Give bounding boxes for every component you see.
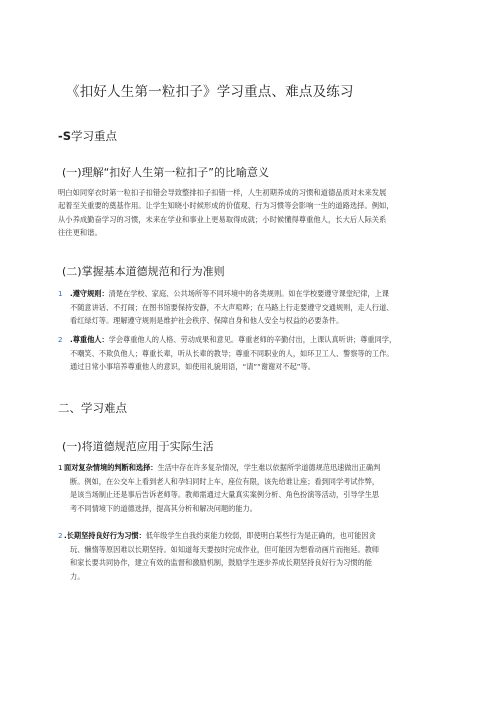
paragraph-line: 起着至关重要的奠基作用。让学生知晓小时候形成的价值观、行为习惯等会影响一生的道路选择。例如， bbox=[58, 201, 394, 211]
list-item-lead: 面对复杂情境的判断和选择： bbox=[64, 463, 158, 472]
list-item-line: 不嘲笑、不欺负他人；尊重长辈，听从长辈的教导；尊重不同职业的人，如环卫工人、警察等的工作。 bbox=[70, 348, 394, 358]
section-prefix: -S bbox=[58, 129, 72, 143]
list-item-lead: .长期坚持良好行为习惯： bbox=[64, 531, 146, 540]
list-item-line: 低年级学生自我约束能力较弱，即使明白某些行为是正确的，也可能因贪 bbox=[145, 531, 376, 540]
list-item-follow-rules bbox=[58, 287, 458, 328]
list-item-line: 是该当场制止还是事后告诉老师等。教师需通过大量真实案例分析、角色扮演等活动，引导学生思 bbox=[70, 490, 380, 500]
list-item-line: 力。 bbox=[70, 571, 85, 581]
list-item-line: 看红绿灯等。理解遵守规则是维护社会秩序、保障自身和他人安全与权益的必要条件。 bbox=[70, 316, 344, 326]
list-item-lead: .遵守规则： bbox=[70, 289, 109, 298]
subheading-metaphor-meaning: (一)理解“扣好人生第一粒扣子”的比喻意义 bbox=[62, 166, 269, 179]
section-label: 学习重点 bbox=[71, 129, 118, 143]
list-item-lead: .尊重他人： bbox=[70, 335, 109, 344]
list-item-complex-situations bbox=[58, 461, 458, 515]
list-item-line: 学会尊重他人的人格、劳动成果和意见。尊重老师的辛勤付出，上课认真听讲；尊重同学， bbox=[108, 335, 397, 344]
list-item-line: 考不同情境下的道德选择，提高其分析和解决问题的能力。 bbox=[70, 503, 257, 513]
document-title: 《扣好人生第一粒扣子》学习重点、难点及练习 bbox=[66, 84, 354, 100]
list-item-line: 断。例如，在公交车上看到老人和孕妇同时上车，座位有限，该先给谁让座；看到同学考试作弊， bbox=[70, 476, 380, 486]
paragraph-metaphor bbox=[58, 186, 450, 240]
list-number: 1 bbox=[58, 289, 63, 298]
subheading-apply-norms: (一)将道德规范应用于实际生活 bbox=[62, 440, 214, 453]
list-number: 1 bbox=[58, 463, 63, 472]
list-number: 2 bbox=[58, 531, 63, 540]
list-item-line: 清楚在学校、家庭、公共场所等不同环境中的各类规则。如在学校要遵守课堂纪律，上课 bbox=[108, 289, 389, 298]
list-item-long-term-habits bbox=[58, 529, 458, 583]
list-number: 2 bbox=[58, 335, 63, 344]
section-heading-difficulties: 二、学习难点 bbox=[58, 401, 127, 415]
list-item-line: 通过日常小事培养尊重他人的意识，如使用礼貌用语，“请”“谢谢对不起”等。 bbox=[70, 362, 315, 372]
paragraph-line: 明白如同穿衣时第一粒扣子扣错会导致整排扣子扣错一样，人生初期养成的习惯和道德品质对未来发展 bbox=[58, 188, 387, 197]
list-item-line: 不随意讲话、不打闹；在图书馆要保持安静，不大声喧哗；在马路上行走要遵守交通规则，走人行道、 bbox=[70, 302, 394, 312]
list-item-line: 玩、懒惰等原因难以长期坚持。如知道每天要按时完成作业，但可能因为想看动画片而拖延。教师 bbox=[70, 544, 380, 554]
subheading-moral-norms: (二)掌握基本道德规范和行为准则 bbox=[62, 265, 225, 278]
list-item-line: 和家长要共同协作，建立有效的监督和激励机制，鼓励学生逐步养成长期坚持良好行为习惯的能 bbox=[70, 558, 372, 568]
section-heading-key-points bbox=[58, 128, 117, 144]
paragraph-line: 往往更和谐。 bbox=[58, 228, 102, 238]
paragraph-line: 从小养成勤奋学习的习惯，未来在学业和事业上更易取得成就；小时候懂得尊重他人，长大后人际关系 bbox=[58, 214, 387, 224]
list-item-line: 生活中存在许多复杂情况，学生难以依据所学道德规范迅速做出正确判 bbox=[157, 463, 381, 472]
list-item-respect-others bbox=[58, 333, 458, 374]
